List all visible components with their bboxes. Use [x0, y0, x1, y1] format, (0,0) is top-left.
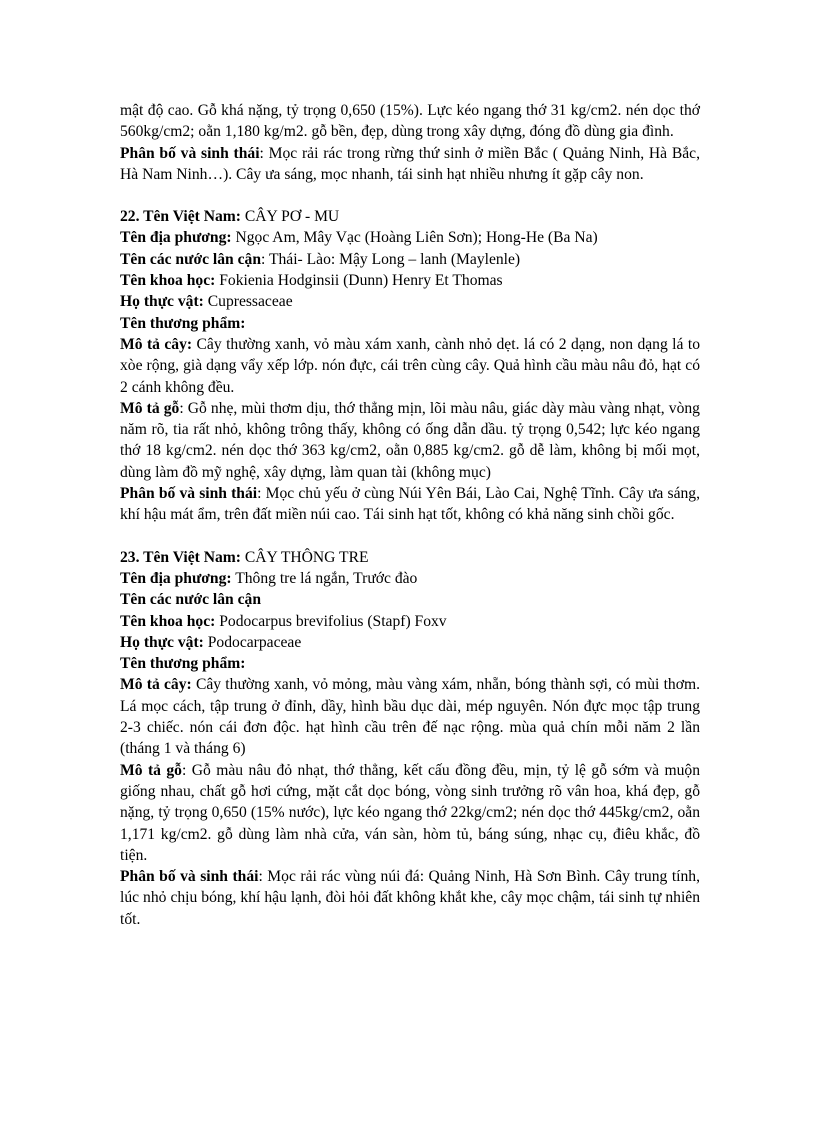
entry-22 [120, 206, 700, 525]
local-name-label: Tên địa phương: [120, 569, 232, 587]
distribution-description [120, 483, 700, 526]
wood-description-label: Mô tả gỗ [120, 761, 182, 779]
distribution-label: Phân bố và sinh thái [120, 144, 260, 162]
local-name-line [120, 568, 700, 589]
intro-text: mật độ cao. Gỗ khá nặng, tỷ trọng 0,650 (15%). Lực kéo ngang thớ 31 kg/cm2. nén dọc thớ 560kg/cm2; oằn 1,180 kg/m2. gỗ bền, đẹp, dùng trong xây dựng, đóng đồ dùng gia đình. [120, 102, 700, 141]
section-gap [120, 185, 700, 206]
wood-description-label: Mô tả gỗ [120, 399, 180, 417]
distribution-text: : Mọc chủ yếu ở cùng Núi Yên Bái, Lào Cai, Nghệ Tĩnh. Cây ưa sáng, khí hậu mát ẩm, trên đất miền núi cao. Tái sinh hạt tốt, không có khả năng sinh chồi gốc. [120, 485, 700, 524]
heading-value: CÂY THÔNG TRE [241, 548, 369, 566]
scientific-name-value: Fokienia Hodginsii (Dunn) Henry Et Thomas [215, 272, 503, 290]
wood-description [120, 398, 700, 483]
entry-heading [120, 547, 700, 568]
scientific-name-label: Tên khoa học: [120, 612, 216, 630]
section-gap [120, 526, 700, 547]
neighbor-name-label: Tên các nước lân cận [120, 591, 262, 609]
scientific-name-label: Tên khoa học: [120, 272, 216, 290]
distribution-text: : Mọc rải rác trong rừng thứ sinh ở miền Bắc ( Quảng Ninh, Hà Bắc, Hà Nam Ninh…). Cây ưa sáng, mọc nhanh, tái sinh hạt nhiều nhưng ít gặp cây non. [120, 144, 700, 183]
tree-description-text: Cây thường xanh, vỏ mỏng, màu vàng xám, nhẵn, bóng thành sợi, có mùi thơm. Lá mọc cách, tập trung ở đỉnh, dầy, hình bầu dục dài, mép nguyên. Nón đực mọc tập trung 2-3 chiếc. nón cái đơn độc. hạt hình cầu trên đế nạc rộng. mùa quả chín mỗi năm 2 lần (tháng 1 và tháng 6) [120, 676, 700, 758]
trade-name-label: Tên thương phẩm: [120, 314, 246, 332]
heading-label: 23. Tên Việt Nam: [120, 548, 241, 566]
wood-description-text: : Gỗ nhẹ, mùi thơm dịu, thớ thẳng mịn, lõi màu nâu, giác dày màu vàng nhạt, vòng năm rõ, tia rất nhỏ, không trông thấy, không có ống dẫn dầu. tỷ trọng 0,542; lực kéo ngang thớ 18 kg/cm2. nén dọc thớ 363 kg/cm2, oằn 0,885 kg/cm2. gỗ dễ làm, không bị mối mọt, dùng làm đồ mỹ nghệ, xây dựng, làm quan tài (không mục) [120, 399, 700, 481]
local-name-value: Thông tre lá ngắn, Trước đào [231, 569, 418, 587]
family-value: Cupressaceae [203, 293, 293, 311]
tree-description-label: Mô tả cây: [120, 676, 192, 694]
trade-name-label: Tên thương phẩm: [120, 655, 246, 673]
trade-name-line [120, 313, 700, 334]
neighbor-name-line [120, 249, 700, 270]
heading-label: 22. Tên Việt Nam: [120, 208, 241, 226]
heading-value: CÂY PƠ - MU [241, 208, 340, 226]
family-value: Podocarpaceae [203, 633, 302, 651]
neighbor-name-value: : Thái- Lào: Mậy Long – lanh (Maylenle) [261, 250, 521, 268]
entry-23 [120, 547, 700, 930]
neighbor-name-line [120, 589, 700, 610]
trade-name-line [120, 653, 700, 674]
distribution-label: Phân bố và sinh thái [120, 485, 258, 503]
family-label: Họ thực vật: [120, 633, 204, 651]
scientific-name-line [120, 270, 700, 291]
entry-heading [120, 206, 700, 227]
neighbor-name-label: Tên các nước lân cận [120, 250, 262, 268]
document-page [120, 100, 700, 930]
distribution-description [120, 866, 700, 930]
distribution-text: : Mọc rải rác vùng núi đá: Quảng Ninh, Hà Sơn Bình. Cây trung tính, lúc nhỏ chịu bóng, khí hậu lạnh, đòi hỏi đất không khắt khe, cây mọc chậm, tái sinh tự nhiên tốt. [120, 868, 700, 928]
family-label: Họ thực vật: [120, 293, 204, 311]
local-name-label: Tên địa phương: [120, 229, 232, 247]
intro-distribution [120, 143, 700, 186]
wood-description-text: : Gỗ màu nâu đỏ nhạt, thớ thẳng, kết cấu đồng đều, mịn, tỷ lệ gỗ sớm và muộn giống nhau, chất gỗ hơi cứng, mặt cắt dọc bóng, vòng sinh trưởng rõ vân hoa, khá đẹp, gỗ nặng, tỷ trọng 0,650 (15% nước), lực kéo ngang thớ 22kg/cm2; nén dọc thớ 445kg/cm2, oằn 1,171 kg/cm2. gỗ dùng làm nhà cửa, ván sàn, hòm tủ, báng súng, nhạc cụ, điêu khắc, đồ tiện. [120, 761, 700, 864]
scientific-name-value: Podocarpus brevifolius (Stapf) Foxv [215, 612, 447, 630]
tree-description-label: Mô tả cây: [120, 335, 193, 353]
tree-description [120, 334, 700, 398]
tree-description [120, 674, 700, 759]
family-line [120, 632, 700, 653]
local-name-line [120, 227, 700, 248]
scientific-name-line [120, 611, 700, 632]
family-line [120, 291, 700, 312]
tree-description-text: Cây thường xanh, vỏ màu xám xanh, cành nhỏ dẹt. lá có 2 dạng, non dạng lá to xòe rộng, già dạng vẩy xếp lớp. nón đực, cái trên cùng cây. Quả hình cầu màu nâu đỏ, hạt có 2 cánh không đều. [120, 335, 701, 396]
intro-paragraph [120, 100, 700, 143]
distribution-label: Phân bố và sinh thái [120, 868, 259, 886]
local-name-value: Ngọc Am, Mây Vạc (Hoàng Liên Sơn); Hong-He (Ba Na) [231, 229, 598, 247]
wood-description [120, 760, 700, 866]
